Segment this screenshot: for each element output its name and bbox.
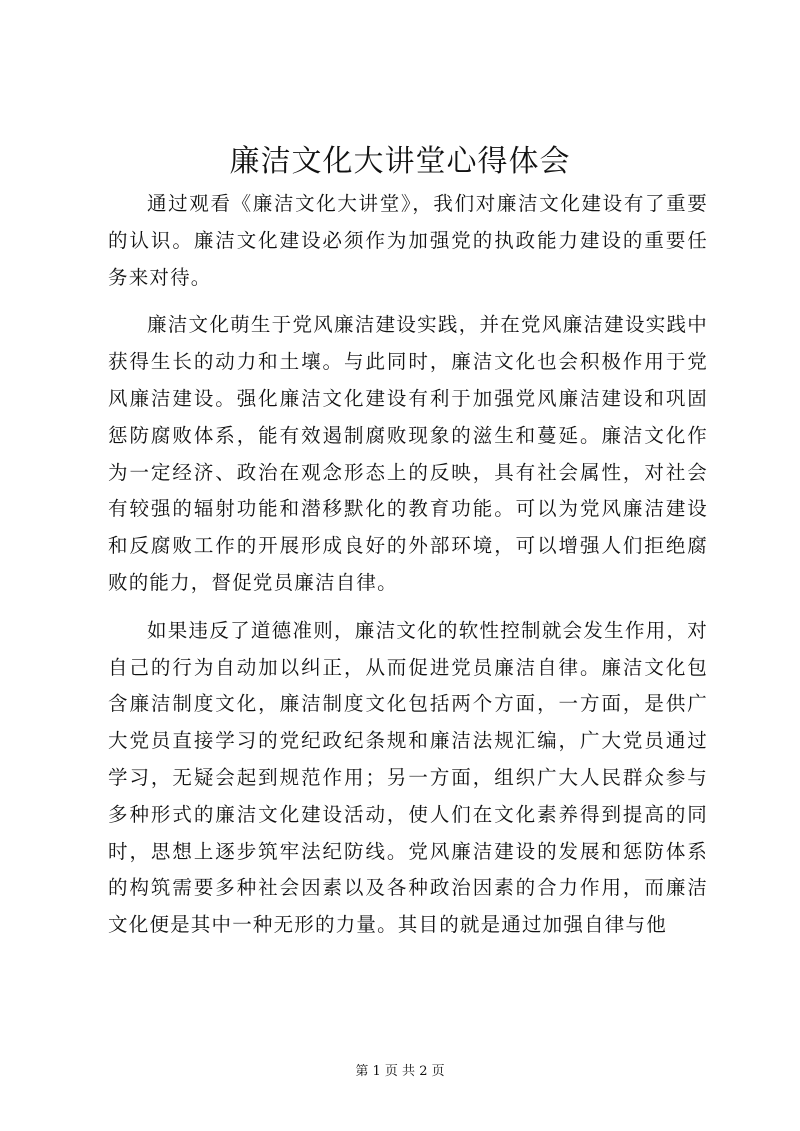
page-footer (0, 1062, 800, 1082)
document-body (108, 186, 708, 955)
document-title: 廉洁文化大讲堂心得体会 (229, 144, 571, 179)
paragraph-3: 如果违反了道德准则，廉洁文化的软性控制就会发生作用，对自己的行为自动加以纠正，从而促进党员廉洁自律。廉洁文化包含廉洁制度文化，廉洁制度文化包括两个方面，一方面，是供广大党员直接学习的党纪政纪条规和廉洁法规汇编，广大党员通过学习，无疑会起到规范作用；另一方面，组织广大人民群众参与多种形式的廉洁文化建设活动，使人们在文化素养得到提高的同时，思想上逐步筑牢法纪防线。党风廉洁建设的发展和惩防体系的构筑需要多种社会因素以及各种政治因素的合力作用，而廉洁文化便是其中一种无形的力量。其目的就是通过加强自律与他 (108, 618, 708, 937)
page-number-indicator: 第 1 页 共 2 页 (355, 1064, 445, 1079)
paragraph-1: 通过观看《廉洁文化大讲堂》，我们对廉洁文化建设有了重要的认识。廉洁文化建设必须作为加强党的执政能力建设的重要任务来对待。 (108, 192, 708, 289)
paragraph-2: 廉洁文化萌生于党风廉洁建设实践，并在党风廉洁建设实践中获得生长的动力和土壤。与此同时，廉洁文化也会积极作用于党风廉洁建设。强化廉洁文化建设有利于加强党风廉洁建设和巩固惩防腐败体系，能有效遏制腐败现象的滋生和蔓延。廉洁文化作为一定经济、政治在观念形态上的反映，具有社会属性，对社会有较强的辐射功能和潜移默化的教育功能。可以为党风廉洁建设和反腐败工作的开展形成良好的外部环境，可以增强人们拒绝腐败的能力，督促党员廉洁自律。 (108, 313, 708, 594)
